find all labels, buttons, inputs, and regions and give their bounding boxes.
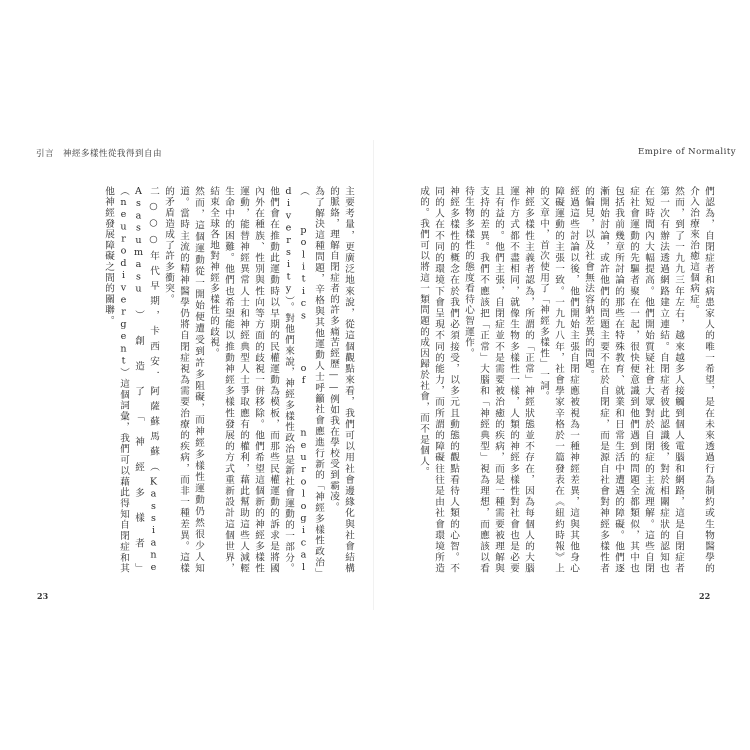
- paragraph: 主要考量，更廣泛地來說，從這個觀點來看，我們可以用社會邊緣化與社會結構的脈絡，理解自閉症者的許多痛苦經歷——例如我在學校受到霸凌。: [328, 186, 354, 574]
- paragraph: 神經多樣性的概念在於我們必須接受，以多元且動態的觀點看待人類的心智。不同的人在不同的環境下會呈現不同的能力，而所謂的障礙往往是由社會環境所造成的。我們可以將這一類問題的成因歸於社會，而不是個人。: [418, 186, 459, 574]
- paragraph: 為了解決這種問題，辛格與其他運動人士呼籲社會應進行新的「神經多樣性政治」（politics of neurological diversity）。對他們來說，神經多樣性政治是新社會運動的一部分。他們會在推動此運動時以早期的民權運動為模板，而那些民權運動的訴求是將國內外在種族、性別與性向等方面的歧視一併移除。他們希望這個新的神經多樣性運動，能替神經異常人士和神經典型人士爭取應有的權利，藉此幫助這些人減輕生命中的困難。他們也希望能以推動神經多樣性發展的方式重新設計這個世界，結束全球各地對神經多樣性的歧視。: [208, 186, 324, 574]
- paragraph: 經過這些討論以後，他們開始主張自閉症應被視為一種神經差異，這與其他身心障礙運動的主張一致。一九九八年，社會學家辛格於一篇發表在《紐約時報》上的文章中，首次使用了「神經多樣性」一詞。: [538, 186, 579, 574]
- paragraph: 然而，到了一九九三年左右，越來越多人接觸到個人電腦和網路，這是自閉症者第一次有辦法透過網路建立連結。自閉症者彼此認識後，對於相關症狀的認知也在短時間內大幅提高。他們開始質疑社會大眾對於自閉症的主流理解。這些自閉症社會運動的先驅者聚在一起，很快便意識到他們遇到的問題全都類似，其中也包括我前幾章所討論的那些在特殊教育、就業和日常生活中遭遇的障礙。他們逐漸開始討論，或許他們的問題主要不在於自閉症，而是源自社會對神經多樣性者的偏見，以及社會無法容納差異的問題。: [583, 186, 684, 574]
- page-number-left: 23: [37, 591, 49, 601]
- paragraph: 二○○○年代早期，卡西安．阿薩蘇馬蘇（Kassiane Asasumasu）創造了「神經多樣者」（neurodivergent）這個詞彙，我們可以藉此得知自閉症和其他神經發展障礙之間的關聯。: [103, 186, 159, 574]
- paragraph: 然而，這個運動從一開始便遭受到許多阻礙，而神經多樣性運動仍然很少人知道。當時主流的精神醫學仍將自閉症視為需要治療的疾病，而非一種差異。這樣的矛盾造成了許多衝突。: [163, 186, 204, 574]
- left-page-body: [40, 186, 356, 574]
- right-page-body: [394, 186, 716, 574]
- paragraph: 們認為，自閉症者和病患家人的唯一希望，是在未來透過行為制約或生物醫學的介入治療來治癒這個病症。: [688, 186, 714, 574]
- page-number-right: 22: [699, 591, 711, 601]
- gutter: [373, 140, 374, 610]
- running-head-left: 引言 神經多樣性從我得到自由: [36, 149, 163, 159]
- paragraph: 神經多樣性主義者認為，所謂的「正常」神經狀態並不存在，因為每個人的大腦運作方式都不盡相同，就像生物多樣性一樣，人類的神經多樣性對社會也是必要且有益的。他們主張，自閉症並不是需要被治癒的疾病，而是一種需要被理解與支持的差異。我們不應該把「正常」大腦和「神經典型」視為理想，而應該以看待生物多樣性的態度看待心智運作。: [463, 186, 534, 574]
- running-head-right: Empire of Normality: [638, 147, 737, 157]
